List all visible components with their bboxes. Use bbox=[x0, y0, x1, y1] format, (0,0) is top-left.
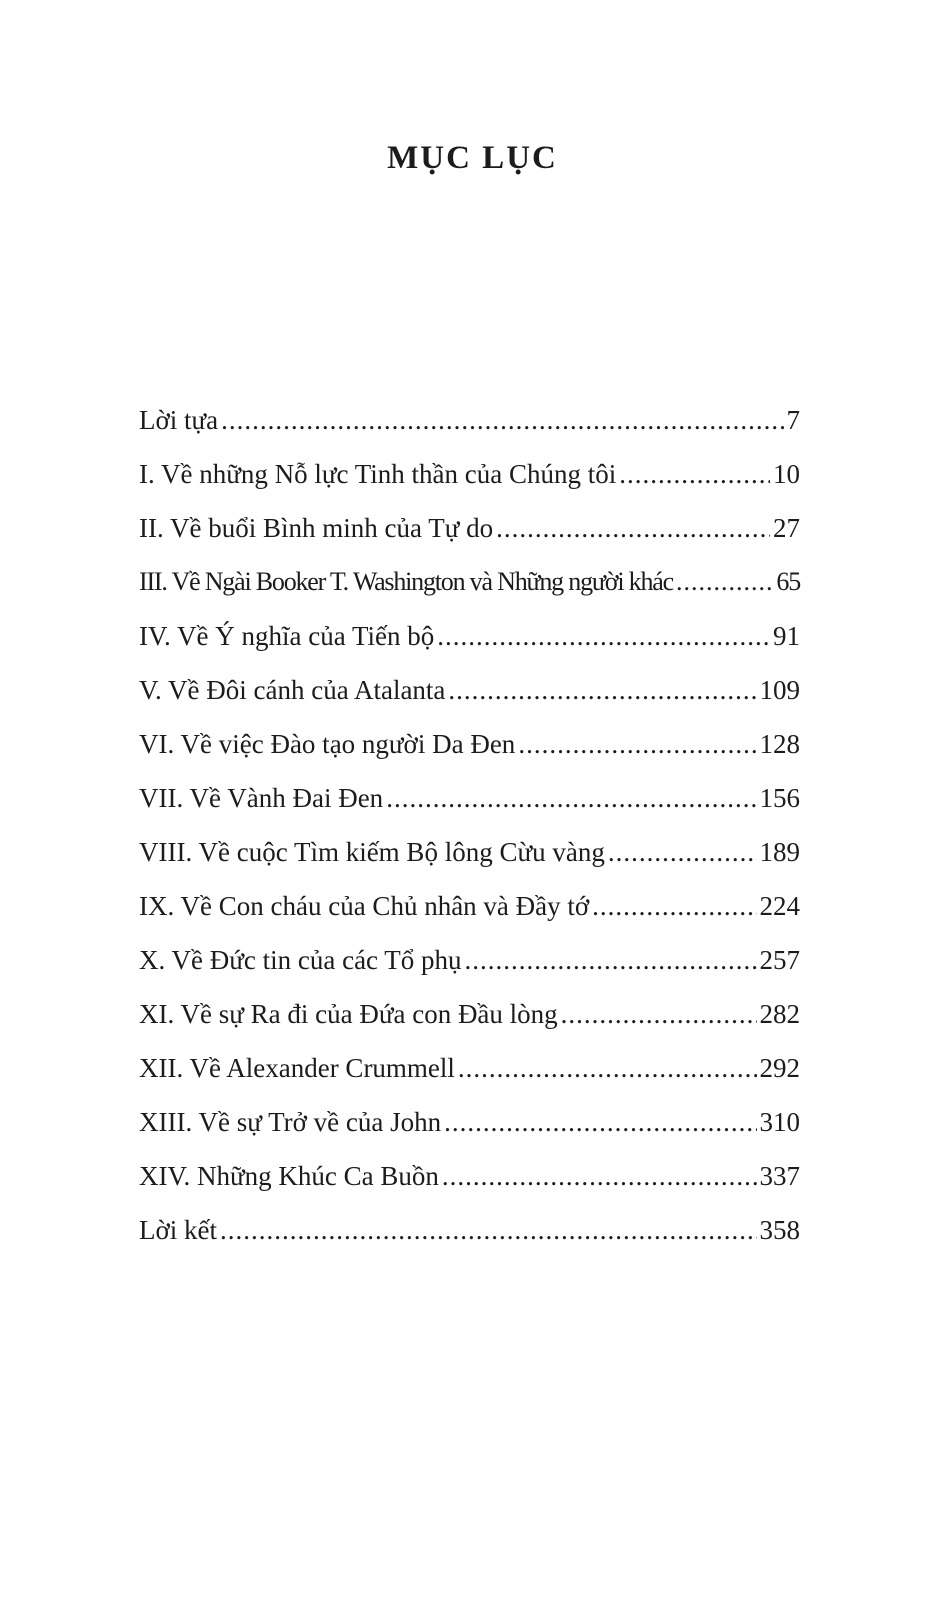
toc-entry-title: I. Về những Nỗ lực Tinh thần của Chúng tôi bbox=[139, 459, 617, 489]
dot-leader bbox=[608, 825, 757, 879]
toc-entry-title: Lời tựa bbox=[139, 405, 219, 435]
toc-entry-page: 310 bbox=[759, 1107, 800, 1137]
dot-leader bbox=[220, 1203, 756, 1257]
toc-entry-chapter-8 bbox=[139, 825, 800, 879]
dot-leader bbox=[386, 771, 756, 825]
toc-entry-chapter-3 bbox=[139, 555, 800, 609]
dot-leader bbox=[444, 1095, 756, 1149]
toc-entry-title: II. Về buổi Bình minh của Tự do bbox=[139, 513, 494, 543]
toc-entry-page: 109 bbox=[759, 675, 800, 705]
toc-entry-title: VIII. Về cuộc Tìm kiếm Bộ lông Cừu vàng bbox=[139, 837, 605, 867]
toc-entry-title: IX. Về Con cháu của Chủ nhân và Đầy tớ bbox=[139, 891, 590, 921]
toc-entry-title: III. Về Ngài Booker T. Washington và Những người khác bbox=[139, 567, 673, 596]
dot-leader bbox=[619, 447, 770, 501]
toc-entry-page: 224 bbox=[759, 891, 800, 921]
toc-entry-title: XII. Về Alexander Crummell bbox=[139, 1053, 455, 1083]
toc-entry-chapter-7 bbox=[139, 771, 800, 825]
toc-entry-title: Lời kết bbox=[139, 1215, 218, 1245]
toc-entry-chapter-5 bbox=[139, 663, 800, 717]
toc-entry-epilogue bbox=[139, 1203, 800, 1257]
toc-entry-title: XIII. Về sự Trở về của John bbox=[139, 1107, 442, 1137]
toc-entry-page: 337 bbox=[759, 1161, 800, 1191]
dot-leader bbox=[561, 987, 757, 1041]
toc-entry-chapter-6 bbox=[139, 717, 800, 771]
dot-leader bbox=[496, 501, 770, 555]
toc-entry-chapter-9 bbox=[139, 879, 800, 933]
toc-entry-chapter-1 bbox=[139, 447, 800, 501]
toc-entry-page: 358 bbox=[759, 1215, 800, 1245]
toc-entry-title: X. Về Đức tin của các Tổ phụ bbox=[139, 945, 462, 975]
toc-entry-page: 257 bbox=[759, 945, 800, 975]
toc-entry-preface bbox=[139, 393, 800, 447]
toc-entry-title: VI. Về việc Đào tạo người Da Đen bbox=[139, 729, 516, 759]
dot-leader bbox=[458, 1041, 757, 1095]
toc-entry-chapter-4 bbox=[139, 609, 800, 663]
toc-entry-page: 292 bbox=[759, 1053, 800, 1083]
dot-leader bbox=[676, 555, 773, 609]
toc-entry-chapter-11 bbox=[139, 987, 800, 1041]
toc-entry-title: VII. Về Vành Đai Đen bbox=[139, 783, 384, 813]
dot-leader bbox=[465, 933, 757, 987]
dot-leader bbox=[448, 663, 756, 717]
toc-entry-page: 91 bbox=[773, 621, 800, 651]
toc-entry-page: 282 bbox=[759, 999, 800, 1029]
page-title: MỤC LỤC bbox=[387, 140, 558, 176]
toc-entry-chapter-10 bbox=[139, 933, 800, 987]
toc-entry-page: 189 bbox=[759, 837, 800, 867]
dot-leader bbox=[442, 1149, 757, 1203]
toc-entry-page: 10 bbox=[773, 459, 800, 489]
table-of-contents bbox=[139, 393, 800, 1257]
dot-leader bbox=[518, 717, 756, 771]
toc-entry-title: V. Về Đôi cánh của Atalanta bbox=[139, 675, 446, 705]
toc-entry-chapter-14 bbox=[139, 1149, 800, 1203]
toc-entry-page: 65 bbox=[776, 567, 800, 596]
dot-leader bbox=[437, 609, 770, 663]
toc-entry-chapter-2 bbox=[139, 501, 800, 555]
toc-entry-title: IV. Về Ý nghĩa của Tiến bộ bbox=[139, 621, 435, 651]
toc-entry-title: XIV. Những Khúc Ca Buồn bbox=[139, 1161, 439, 1191]
toc-entry-page: 7 bbox=[786, 405, 800, 435]
dot-leader bbox=[221, 393, 783, 447]
toc-entry-chapter-12 bbox=[139, 1041, 800, 1095]
dot-leader bbox=[592, 879, 756, 933]
toc-entry-chapter-13 bbox=[139, 1095, 800, 1149]
toc-entry-title: XI. Về sự Ra đi của Đứa con Đầu lòng bbox=[139, 999, 558, 1029]
toc-entry-page: 128 bbox=[759, 729, 800, 759]
toc-entry-page: 27 bbox=[773, 513, 800, 543]
toc-entry-page: 156 bbox=[759, 783, 800, 813]
